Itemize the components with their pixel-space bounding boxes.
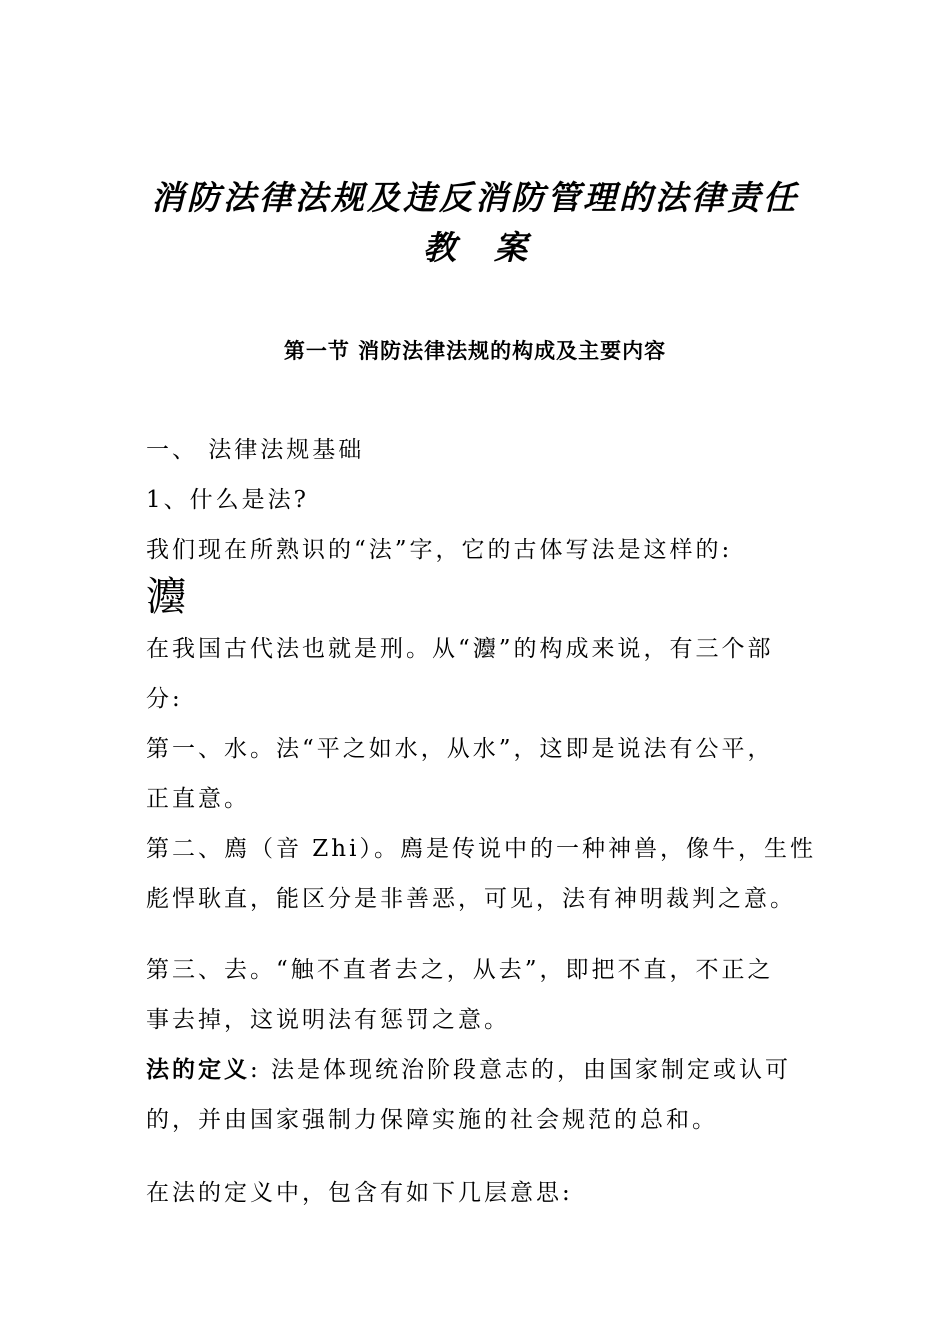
part-1-line-1: 第一、水。法“平之如水，从水”，这即是说法有公平， — [146, 736, 774, 762]
part-2-line-2: 彪悍耿直，能区分是非善恶，可见，法有神明裁判之意。 — [146, 886, 796, 912]
heading-1: 一、 法律法规基础 — [146, 437, 365, 463]
part-2-char: 廌 — [224, 836, 250, 862]
paragraph-1-line-2: 分: — [146, 686, 183, 712]
definition-label: 法的定义 — [146, 1057, 250, 1083]
definition-line-2: 的，并由国家强制力保障实施的社会规范的总和。 — [146, 1107, 718, 1133]
document-title-line1: 消防法律法规及违反消防管理的法律责任 — [151, 178, 799, 217]
question-1: 1、什么是法? — [146, 487, 309, 513]
paragraph-1-text-a: 在我国古代法也就是刑。从“ — [146, 636, 473, 662]
part-2-char-2: 廌 — [399, 836, 426, 862]
meaning-intro: 在法的定义中，包含有如下几层意思: — [146, 1180, 573, 1206]
part-2-text-a: 第二、 — [146, 836, 224, 862]
document-title-line2: 教案 — [423, 228, 565, 267]
ancient-character: 灋 — [146, 574, 186, 620]
paragraph-1-char: 灋 — [472, 636, 499, 662]
part-3-line-1: 第三、去。“触不直者去之，从去”，即把不直，不正之 — [146, 957, 774, 983]
part-2-line-1 — [146, 833, 816, 865]
definition-line-1 — [146, 1054, 816, 1086]
definition-text: : 法是体现统治阶段意志的，由国家制定或认可 — [250, 1057, 792, 1083]
paragraph-1-text-b: ”的构成来说，有三个部 — [498, 636, 774, 662]
paragraph-1-line-1 — [146, 633, 816, 665]
part-1-line-2: 正直意。 — [146, 786, 250, 812]
part-3-line-2: 事去掉，这说明法有惩罚之意。 — [146, 1007, 510, 1033]
section-heading: 第一节 消防法律法规的构成及主要内容 — [283, 339, 667, 363]
intro-line: 我们现在所熟识的“法”字，它的古体写法是这样的: — [146, 537, 733, 563]
part-2-text-b: （音 Zhi）。 — [250, 836, 400, 862]
part-2-text-c: 是传说中的一种神兽，像牛，生性 — [425, 836, 816, 862]
